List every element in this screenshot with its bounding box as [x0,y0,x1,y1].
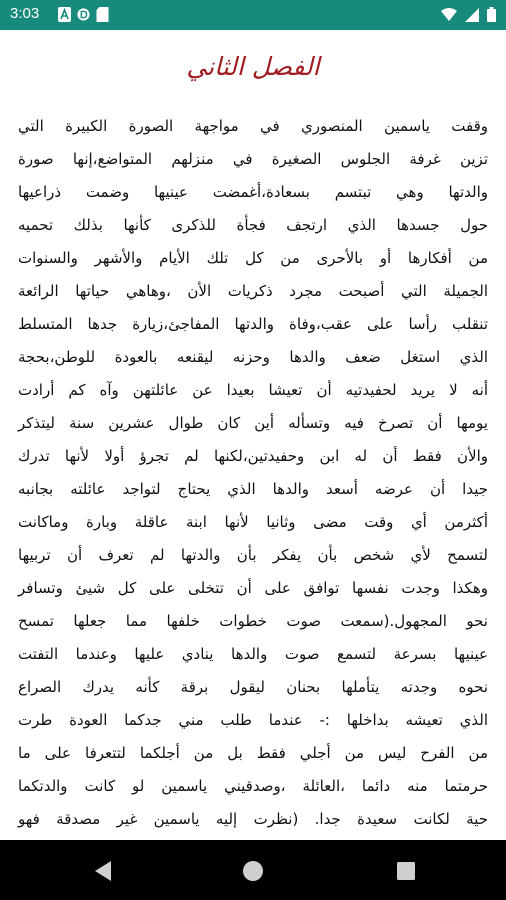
a-notification-icon [58,7,71,22]
text-line: حية لكانت سعيدة جدا. (نظرت إليه ياسمين غير مصدقة فهو [18,810,488,828]
text-line: حول جسدها الذي ارتجف فجأة للذكرى كأنها بذلك تحميه [18,216,488,234]
home-icon [242,860,264,882]
text-line: وقفت ياسمين المنصوري في مواجهة الصورة الكبيرة التي [18,117,488,135]
chapter-title: الفصل الثاني [186,52,320,81]
status-time: 3:03 [10,5,40,22]
recents-button[interactable] [393,858,419,884]
text-line: وهكذا وجدت نفسها توافق على أن تتخلى على كل شيئ وتسافر [18,579,488,597]
chapter-body-text [18,110,488,869]
wifi-icon [441,8,457,21]
text-line: الجميلة التي أصبحت مجرد ذكريات الأن ،وهاهي حياتها الرائعة [18,282,488,300]
text-line: أنه لا يريد لحفيدتيه أن تعيشا بعيدا عن عائلتهن وآه كم أرادت [18,381,488,399]
d-notification-icon [77,7,90,22]
text-line: يومها أن تصرخ فيه وتسأله أين كان طوال عشرين سنة ليتذكر [18,414,488,432]
text-line: عينيها بسرعة لتسمع صوت والدها ينادي عليها وعندما التفتت [18,645,488,663]
text-line: والأن فقط أن له ابن وحفيدتين،لكنها لم تجرؤ أولا لأنها تدرك [18,447,488,465]
text-line: حرمتما منه دائما ،العائلة ،وصدقيني ياسمين لو كانت والدتكما [18,777,488,795]
signal-icon [465,8,479,22]
text-line: الذي تعيشه بداخلها :- عندما طلب مني جدكما العودة طرت [18,711,488,729]
text-line: من أفكارها أو بالأحرى من كل تلك الأيام والأشهر والسنوات [18,249,488,267]
text-line: نحوه وجدته يتأملها بحنان ليقول برقة كأنه يدرك الصراع [18,678,488,696]
home-button[interactable] [240,858,266,884]
notification-icons [58,7,109,22]
text-line: نحو المجهول.(سمعت صوت خطوات خلفها مما جعلها تمسح [18,612,488,630]
text-line: من الفرح ليس من أجلي فقط بل من أجلكما لتتعرفا على ما [18,744,488,762]
reader-content[interactable] [0,30,506,840]
text-line: أكثرمن أي وقت مضى وثانيا لأنها ابنة عاقلة وبارة وماكانت [18,513,488,531]
navigation-bar [0,840,506,900]
battery-icon [487,7,496,22]
status-bar [0,0,506,30]
sd-card-icon [96,7,109,22]
text-line: لتسمح لأي شخص بأن يفكر بأن والدتها لم تعرف أن تربيها [18,546,488,564]
back-icon [93,860,113,882]
text-line: جيدا أن عرضه أسعد والدها الذي يحتاج لتواجد عائلته بجانبه [18,480,488,498]
text-line: الذي استغل ضعف والدها وحزنه ليقنعه بالعودة للوطن،بحجة [18,348,488,366]
system-icons [441,7,496,22]
back-button[interactable] [90,858,116,884]
text-line: تنقلب رأسا على عقب،وفاة والدتها المفاجئ،زيارة جدها المتسلط [18,315,488,333]
text-line: والدتها وهي تبتسم بسعادة،أغمضت عينيها وضمت ذراعيها [18,183,488,201]
recents-icon [396,861,416,881]
text-line: تزين غرفة الجلوس الصغيرة في منزلهم المتواضع،إنها صورة [18,150,488,168]
